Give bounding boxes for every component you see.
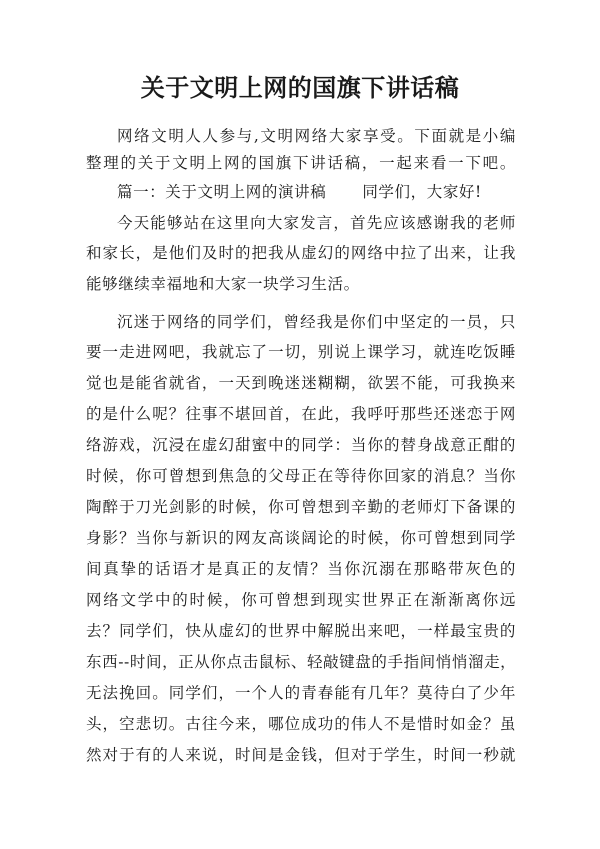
paragraph1-line-1: 今天能够站在这里向大家发言，首先应该感谢我的老师 [117, 214, 516, 232]
paragraph1-line-3: 能够继续幸福地和大家一块学习生活。 [86, 275, 360, 293]
paragraph2-line-4: 的是什么呢？往事不堪回首，在此，我呼吁那些还迷恋于网 [86, 405, 516, 423]
paragraph2-line-9: 间真挚的话语才是真正的友情？当你沉溺在那略带灰色的 [86, 560, 516, 578]
intro-line-2: 整理的关于文明上网的国旗下讲话稿，一起来看一下吧。 [86, 154, 516, 172]
paragraph2-line-12: 东西--时间，正从你点击鼠标、轻敲键盘的手指间悄悄溜走， [86, 653, 517, 671]
paragraph2-line-8: 身影？当你与新识的网友高谈阔论的时候，你可曾想到同学 [86, 529, 516, 547]
paragraph2-line-5: 络游戏，沉浸在虚幻甜蜜中的同学：当你的替身战意正酣的 [86, 436, 516, 454]
paragraph2-line-14: 头，空悲切。古往今来，哪位成功的伟人不是惜时如金？虽 [86, 715, 516, 733]
paragraph2-line-13: 无法挽回。同学们，一个人的青春能有几年？莫待白了少年 [86, 684, 516, 702]
document-title: 关于文明上网的国旗下讲话稿 [140, 73, 460, 102]
section-heading-line [117, 181, 516, 203]
paragraph2-line-7: 陶醉于刀光剑影的时候，你可曾想到辛勤的老师灯下备课的 [86, 498, 516, 516]
paragraph2-line-15: 然对于有的人来说，时间是金钱，但对于学生，时间一秒就 [86, 746, 516, 764]
section-heading: 篇一：关于文明上网的演讲稿 [117, 183, 327, 201]
intro-line-1: 网络文明人人参与,文明网络大家享受。下面就是小编 [117, 127, 516, 145]
paragraph1-line-2: 和家长，是他们及时的把我从虚幻的网络中拉了出来，让我 [86, 244, 516, 262]
paragraph2-line-6: 时候，你可曾想到焦急的父母正在等待你回家的消息？当你 [86, 467, 516, 485]
paragraph2-line-2: 要一走进网吧，我就忘了一切，别说上课学习，就连吃饭睡 [86, 343, 516, 361]
paragraph2-line-3: 觉也是能省就省，一天到晚迷迷糊糊，欲罢不能，可我换来 [86, 374, 516, 392]
greeting: 同学们，大家好! [362, 183, 482, 201]
paragraph2-line-11: 去？同学们，快从虚幻的世界中解脱出来吧，一样最宝贵的 [86, 622, 516, 640]
paragraph2-line-10: 网络文学中的时候，你可曾想到现实世界正在渐渐离你远 [86, 591, 516, 609]
paragraph2-line-1: 沉迷于网络的同学们，曾经我是你们中坚定的一员，只 [117, 313, 516, 331]
